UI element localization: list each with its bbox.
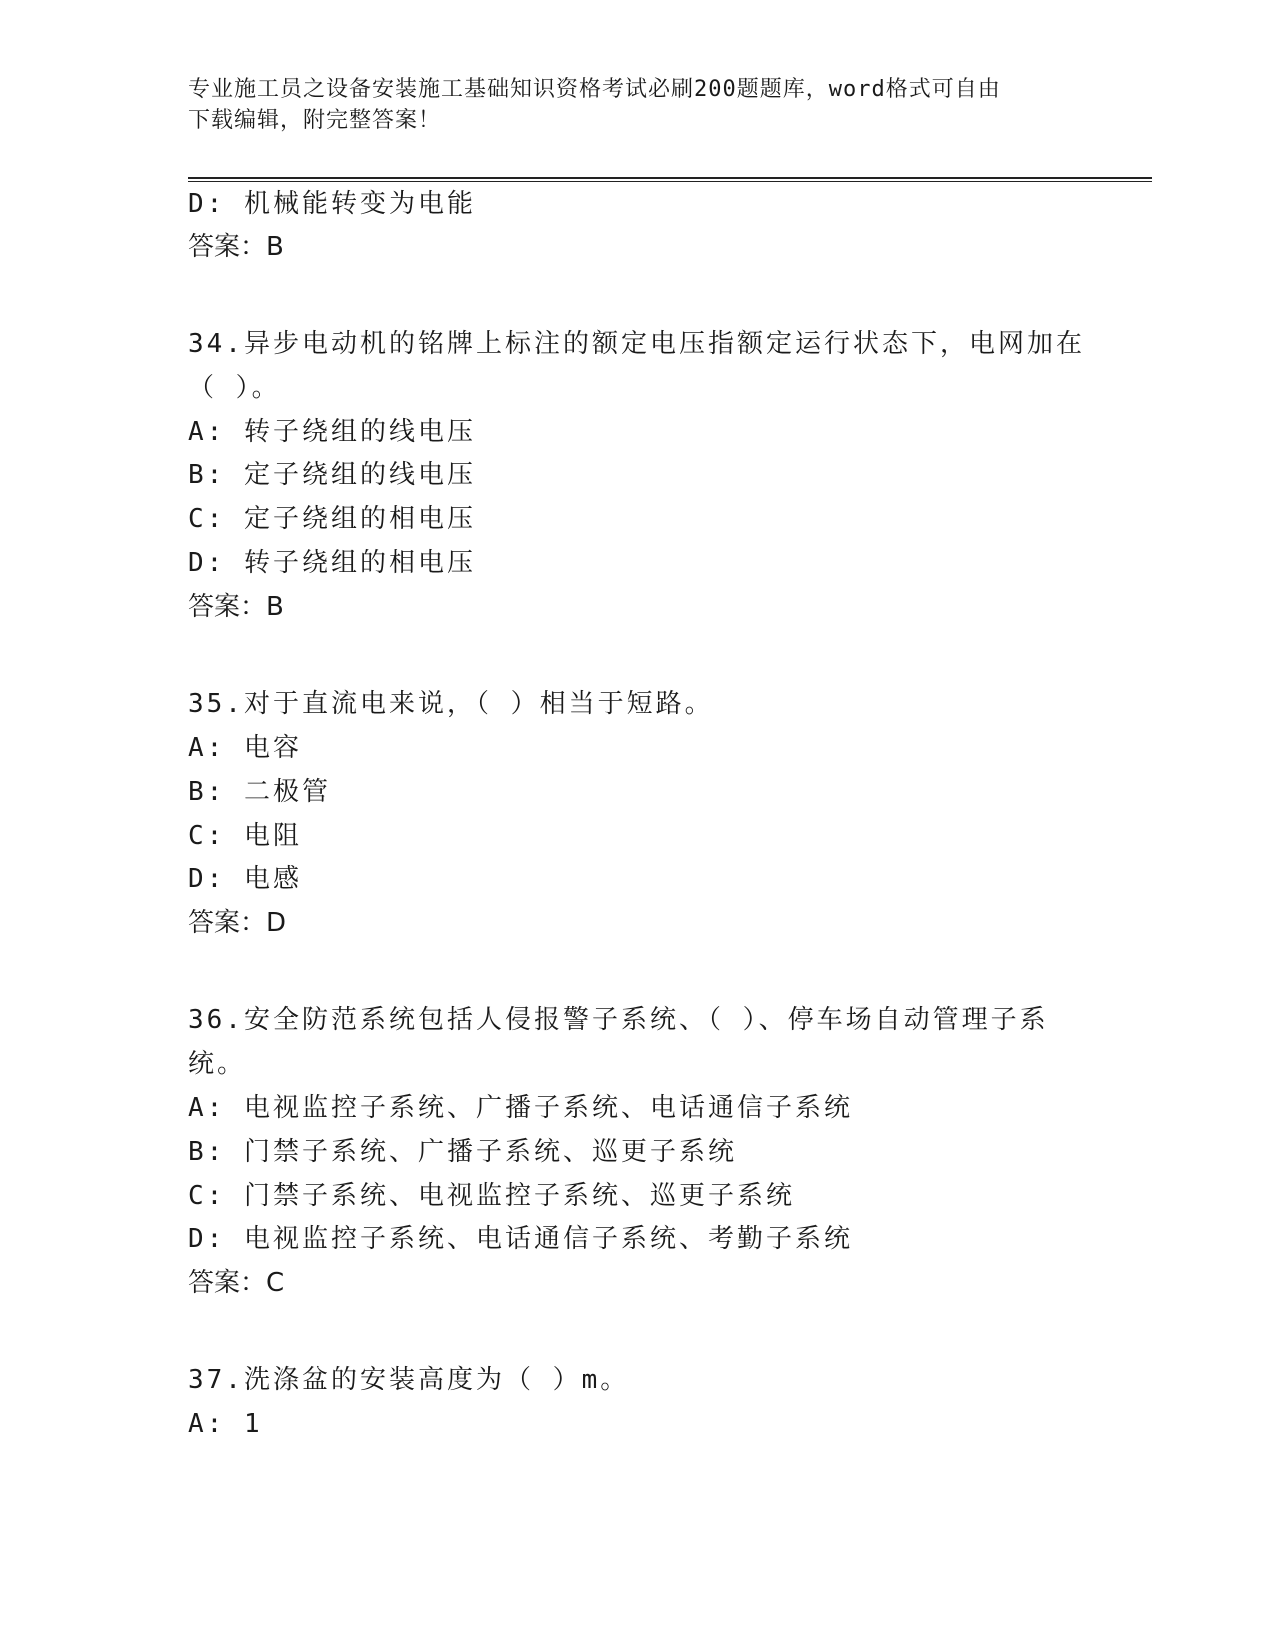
q35-option-b: B: 二极管 [188,777,331,807]
q34-stem-line-1: 34.异步电动机的铭牌上标注的额定电压指额定运行状态下，电网加在 [188,329,1085,359]
answer-value: B [266,232,284,262]
answer-label: 答案： [188,232,267,262]
q36-option-b: B: 门禁子系统、广播子系统、巡更子系统 [188,1137,737,1167]
q34-answer [188,590,284,624]
q37-option-a: A: 1 [188,1409,263,1439]
q34-option-c: C: 定子绕组的相电压 [188,504,476,534]
header-line-1: 专业施工员之设备安装施工基础知识资格考试必刷200题题库，word格式可自由 [188,77,1001,102]
q34-option-d: D: 转子绕组的相电压 [188,548,476,578]
q34-option-b: B: 定子绕组的线电压 [188,460,476,490]
answer-value: C [266,1268,285,1298]
q35-stem: 35.对于直流电来说，（ ）相当于短路。 [188,689,714,719]
q34-option-a: A: 转子绕组的线电压 [188,417,476,447]
q35-option-d: D: 电感 [188,864,302,894]
header-divider-thick [188,177,1152,179]
q36-stem-line-2: 统。 [188,1049,247,1079]
q33-answer [188,230,284,264]
q36-stem-line-1: 36.安全防范系统包括人侵报警子系统、（ ）、停车场自动管理子系 [188,1005,1049,1035]
q34-stem-line-2: （ ）。 [188,373,281,403]
q33-option-d: D: 机械能转变为电能 [188,189,476,219]
q35-answer [188,906,286,940]
q37-stem: 37.洗涤盆的安装高度为（ ）m。 [188,1365,630,1395]
answer-label: 答案： [188,908,267,938]
header-line-2: 下载编辑，附完整答案！ [188,108,442,133]
q36-option-a: A: 电视监控子系统、广播子系统、电话通信子系统 [188,1093,853,1123]
answer-value: D [266,908,287,938]
q35-option-c: C: 电阻 [188,821,302,851]
q36-option-c: C: 门禁子系统、电视监控子系统、巡更子系统 [188,1181,795,1211]
answer-value: B [266,592,284,622]
q35-option-a: A: 电容 [188,733,302,763]
header-divider-thin [188,181,1152,182]
document-header [188,74,1088,136]
q36-answer [188,1266,284,1300]
answer-label: 答案： [188,592,267,622]
q36-option-d: D: 电视监控子系统、电话通信子系统、考勤子系统 [188,1224,853,1254]
answer-label: 答案： [188,1268,267,1298]
